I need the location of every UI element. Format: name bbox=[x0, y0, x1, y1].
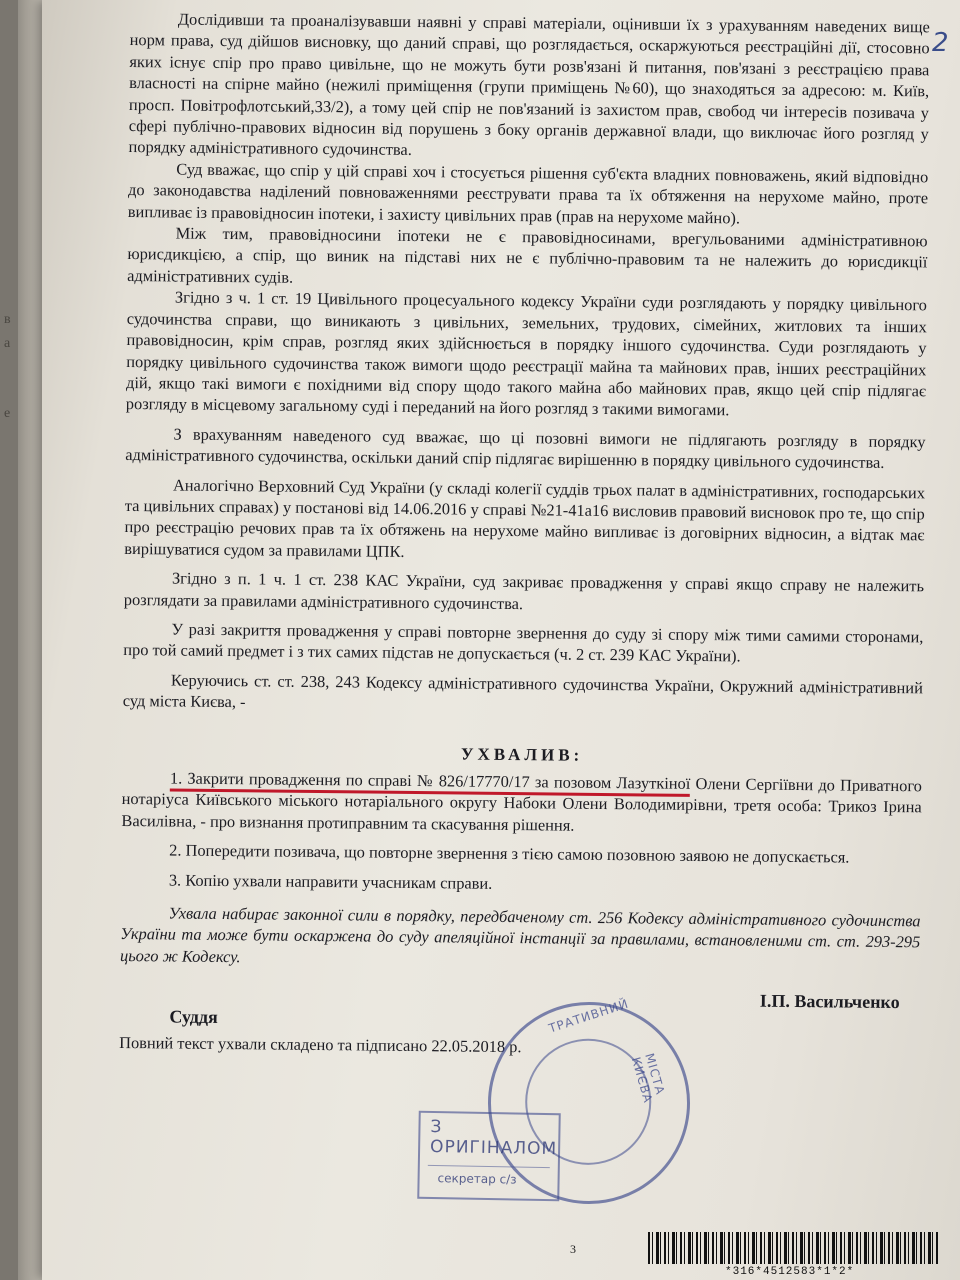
barcode bbox=[648, 1232, 938, 1264]
stamp-signature-line bbox=[428, 1165, 550, 1168]
paragraph: У разі закриття провадження у справі повторне звернення до суду зі спору між тими самими сторонами, про той самий предмет і з тих самих підстав не допускається (ч. 2 ст. 239 КАС України). bbox=[123, 619, 924, 666]
barcode-number: *316*4512583*1*2* bbox=[725, 1266, 855, 1278]
judge-name: І.П. Васильченко bbox=[759, 990, 900, 1013]
left-page-shadow bbox=[0, 0, 18, 1280]
decision-item-2: 2. Попередити позивача, що повторне звернення з тією самою позовною заявою не допускається. bbox=[169, 840, 850, 867]
paragraph: Аналогічно Верховний Суд України (у складі колегії суддів трьох палат в адміністративних, господарських та цивільних справах) у постанові від 14.06.2016 у справі №21-41а16 висловив правовий висновок про те, що спір про реєстрацію речових прав та їх обтяжень на нерухоме майно випливає із договірних відносин, а відтак має вирішуватися судом за правилами ЦПК. bbox=[124, 475, 926, 561]
paragraph: Згідно з ч. 1 ст. 19 Цивільного процесуального кодексу України суди розглядають у порядку цивільного судочинства справи, що виникають з цивільних, земельних, трудових, сімейних, житлових та інших правовідносин, крім справ, розгляд яких здійснюється в порядку іншого судочинства. Суди розглядають у порядку цивільного судочинства також вимоги щодо реєстрації майна та майнових прав, інших реєстраційних дій, якщо такі вимоги є похідними від спору щодо такого майна або майнових прав, якщо цей спір підлягає розгляду в місцевому загальному суді і переданий на його розгляд з такими вимогами. bbox=[125, 287, 928, 420]
judge-role: Суддя bbox=[169, 1006, 218, 1028]
paragraph: Суд вважає, що спір у цій справі хоч і стосується рішення суб'єкта владних повноважень, який відповідно до законодавства наділений повноваженнями реєструвати права та їх обтяження на нерухоме майно, проте випливає із правовідносин іпотеки, і захисту цивільних прав (прав на нерухоме майно). bbox=[127, 159, 929, 228]
decision-heading: УХВАЛИВ: bbox=[461, 744, 584, 765]
paragraph: Згідно з п. 1 ч. 1 ст. 238 КАС України, суд закриває провадження у справі якщо справу не належить розглядати за правилами адміністративного судочинства. bbox=[123, 568, 925, 613]
decision-item-1 bbox=[121, 767, 922, 840]
decision-item-1-rest: Олени Сергіївни до Приватного нотаріуса Київського міського нотаріального округу Набоки Олени Володимирівни, третя особа: Трикоз Ірина Василівна, - про визнання протиправним та скасування рішення. bbox=[121, 773, 923, 835]
margin-mark: е bbox=[4, 406, 11, 421]
underlined-case-reference: 1. Закрити провадження по справі № 826/17770/17 за позовом Лазуткіної bbox=[170, 768, 691, 796]
stamp-text-original: З ОРИГІНАЛОМ bbox=[429, 1116, 558, 1160]
paragraph: Дослідивши та проаналізувавши наявні у справі матеріали, оцінивши їх з урахуванням наведених вище норм права, суд дійшов висновку, що даний справі, що розглядається, оскаржуються реєстраційні дії, стосовно яких існує спір про право цивільне, що не можуть бути розв'язані й питання, пов'язані з реєстрацією права власності на спірне майно (нежилі приміщення (групи приміщень №60), що знаходяться за адресою: м. Київ, просп. Повітрофлотський,33/2), а тому цей спір не пов'язаний із захистом прав, свобод чи інтересів позивача у сфері публічно-правових відносин від порушень з боку органів державної влади, що виключає його розгляд у порядку адміністративного судочинства. bbox=[128, 9, 930, 160]
copy-certification-stamp bbox=[417, 1111, 561, 1201]
handwritten-page-mark: 2 bbox=[932, 28, 949, 58]
paragraph: Між тим, правовідносини іпотеки не є правовідносинами, врегульованими адміністративною юрисдикцією, а спір, що виник на підставі них не є публічно-правовим та не належить до юрисдикції адміністративних судів. bbox=[127, 223, 928, 287]
document-body bbox=[119, 8, 930, 1062]
stamp-text-secretary: секретар с/з bbox=[437, 1171, 517, 1187]
seal-text-top: ТРАТИВНИЙ bbox=[546, 996, 631, 1036]
seal-text-side: МІСТА КИЄВА bbox=[628, 1051, 668, 1105]
full-text-note: Повний текст ухвали складено та підписано 22.05.2018 р. bbox=[119, 1033, 522, 1057]
paragraph: З врахуванням наведеного суд вважає, що ці позовні вимоги не підлягають розгляду в порядку адміністративного судочинства, оскільки даний спір підлягає вирішенню в порядку цивільного судочинства. bbox=[125, 424, 926, 473]
page-number: 3 bbox=[570, 1242, 576, 1256]
legal-force-note: Ухвала набирає законної сили в порядку, передбаченому ст. 256 Кодексу адміністративного судочинства України та може бути оскаржена до суду апеляційної інстанції за правилами, встановленими ст. ст. 293-295 цього ж Кодексу. bbox=[119, 903, 921, 967]
margin-mark: а bbox=[4, 336, 11, 351]
paragraph: Керуючись ст. ст. 238, 243 Кодексу адміністративного судочинства України, Окружний адміністративний суд міста Києва, - bbox=[122, 670, 924, 712]
decision-item-3: 3. Копію ухвали направити учасникам справи. bbox=[168, 870, 493, 893]
margin-mark: в bbox=[4, 312, 11, 327]
